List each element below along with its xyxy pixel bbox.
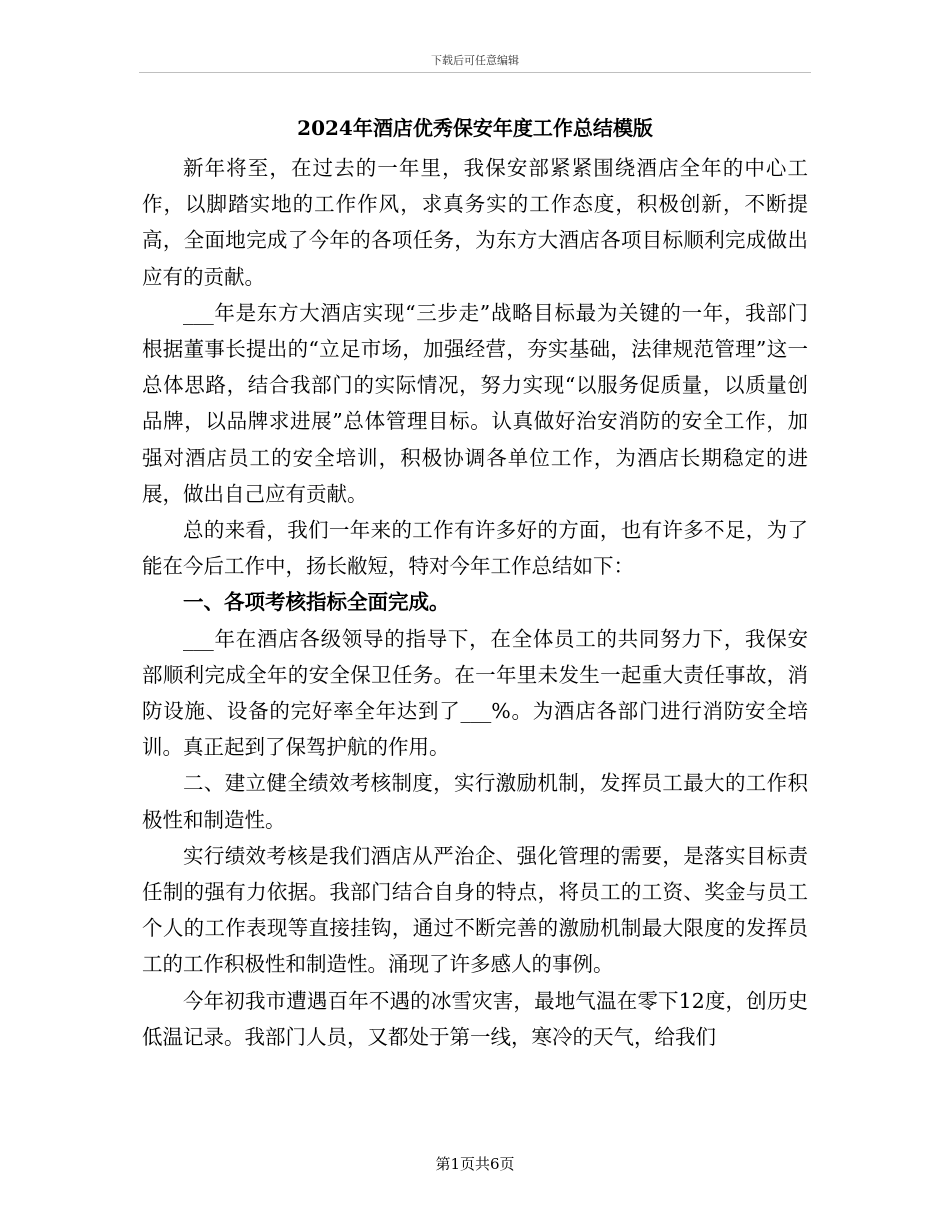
paragraph-section-2: 实行绩效考核是我们酒店从严治企、强化管理的需要，是落实目标责任制的强有力依据。我部门结合自身的特点，将员工的工资、奖金与员工个人的工作表现等直接挂钩，通过不断完善的激励机制最大限度的发挥员工的工作积极性和制造性。涌现了许多感人的事例。	[142, 843, 808, 977]
page-number: 第1页共6页	[435, 1155, 515, 1173]
document-title: 2024年酒店优秀保安年度工作总结模版	[297, 116, 653, 140]
document-body	[142, 150, 808, 1055]
paragraph-winter: 今年初我市遭遇百年不遇的冰雪灾害，最地气温在零下12度，创历史低温记录。我部门人员，又都处于第一线，寒冷的天气，给我们	[142, 988, 808, 1049]
header-note: 下载后可任意编辑	[431, 54, 519, 67]
section-heading-1: 一、各项考核指标全面完成。	[183, 590, 450, 615]
paragraph-overview: 总的来看，我们一年来的工作有许多好的方面，也有许多不足，为了能在今后工作中，扬长敝短，特对今年工作总结如下：	[142, 518, 808, 579]
paragraph-strategy: ___年是东方大酒店实现“三步走”战略目标最为关键的一年，我部门根据董事长提出的“立足市场，加强经营，夯实基础，法律规范管理”这一总体思路，结合我部门的实际情况，努力实现“以服务促质量，以质量创品牌，以品牌求进展”总体管理目标。认真做好治安消防的安全工作，加强对酒店员工的安全培训，积极协调各单位工作，为酒店长期稳定的进展，做出自己应有贡献。	[142, 300, 808, 506]
paragraph-section-1: ___年在酒店各级领导的指导下，在全体员工的共同努力下，我保安部顺利完成全年的安全保卫任务。在一年里未发生一起重大责任事故，消防设施、设备的完好率全年达到了___%。为酒店各部门进行消防安全培训。真正起到了保驾护航的作用。	[142, 626, 808, 760]
section-heading-2: 二、建立健全绩效考核制度，实行激励机制，发挥员工最大的工作积极性和制造性。	[142, 771, 808, 832]
paragraph-intro: 新年将至，在过去的一年里，我保安部紧紧围绕酒店全年的中心工作，以脚踏实地的工作作风，求真务实的工作态度，积极创新，不断提高，全面地完成了今年的各项任务，为东方大酒店各项目标顺利完成做出应有的贡献。	[142, 156, 808, 289]
header-divider	[139, 72, 811, 73]
